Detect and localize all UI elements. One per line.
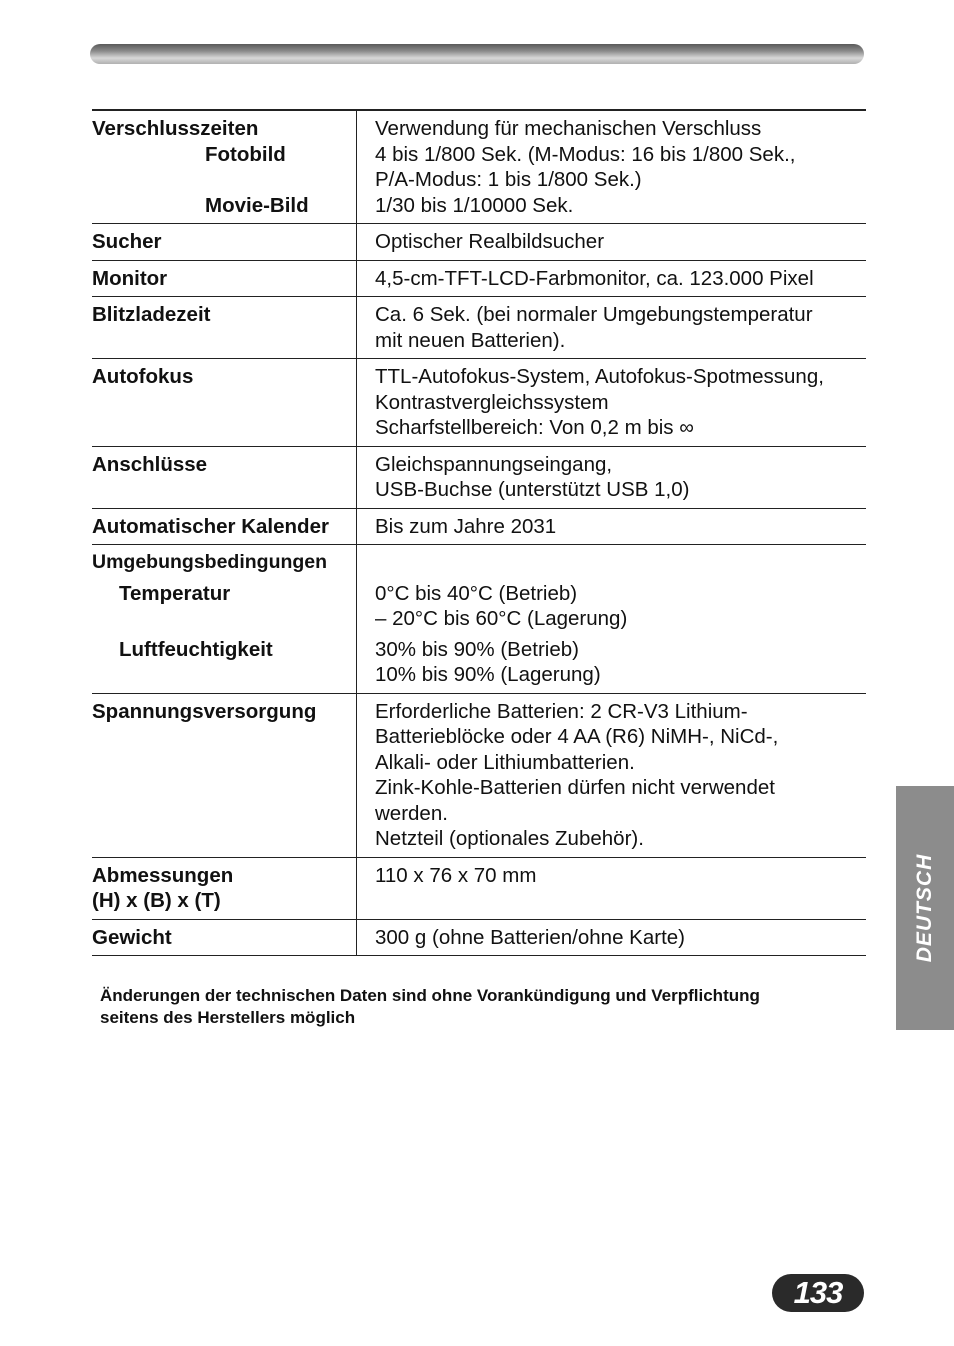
spec-value: Bis zum Jahre 2031 <box>357 508 867 545</box>
spec-value: 0°C bis 40°C (Betrieb) <box>375 581 578 605</box>
spec-label: Autofokus <box>92 359 357 447</box>
page-number-badge <box>772 1274 864 1312</box>
spec-value: Ca. 6 Sek. (bei normaler Umgebungstemperatur <box>375 303 813 326</box>
spec-value: Scharfstellbereich: Von 0,2 m bis ∞ <box>375 416 694 439</box>
spec-label: (H) x (B) x (T) <box>92 889 221 912</box>
spec-value: 30% bis 90% (Betrieb) <box>375 637 579 661</box>
spec-value: USB-Buchse (unterstützt USB 1,0) <box>375 478 690 501</box>
spec-value: mit neuen Batterien). <box>375 328 566 352</box>
spec-value: Optischer Realbildsucher <box>357 224 867 261</box>
spec-label-cell <box>92 545 357 694</box>
spec-value: Zink-Kohle-Batterien dürfen nicht verwendet <box>375 776 775 799</box>
spec-value: 300 g (ohne Batterien/ohne Karte) <box>357 919 867 956</box>
note-line: Änderungen der technischen Daten sind ohne Vorankündigung und Verpflichtung <box>100 986 760 1005</box>
spec-value: Batterieblöcke oder 4 AA (R6) NiMH-, NiCd-, <box>375 725 779 748</box>
table-row <box>92 545 866 694</box>
table-row <box>92 359 866 447</box>
spec-value: 4 bis 1/800 Sek. (M-Modus: 16 bis 1/800 Sek., <box>375 142 796 166</box>
disclaimer-note <box>100 985 870 1029</box>
spec-label: Verschlusszeiten <box>92 117 259 140</box>
spec-value: TTL-Autofokus-System, Autofokus-Spotmessung, <box>375 365 824 388</box>
note-line: seitens des Herstellers möglich <box>100 1008 356 1027</box>
spec-value-cell <box>357 359 867 447</box>
specifications-table <box>92 109 866 956</box>
spec-sublabel: Temperatur <box>119 581 231 605</box>
spec-sublabel: Movie-Bild <box>205 193 309 217</box>
spec-label: Anschlüsse <box>92 446 357 508</box>
spec-label: Sucher <box>92 224 357 261</box>
spec-value: werden. <box>375 801 448 825</box>
spec-value: 1/30 bis 1/10000 Sek. <box>375 193 574 217</box>
spec-value: Erforderliche Batterien: 2 CR-V3 Lithium- <box>375 699 748 723</box>
table-row <box>92 857 866 919</box>
spec-label-cell <box>92 857 357 919</box>
table-row <box>92 224 866 261</box>
spec-label: Abmessungen <box>92 863 234 887</box>
spec-label: Automatischer Kalender <box>92 508 357 545</box>
spec-value-cell <box>357 297 867 359</box>
spec-value-cell <box>357 693 867 857</box>
table-row <box>92 260 866 297</box>
table-row <box>92 693 866 857</box>
table-row <box>92 919 866 956</box>
spec-label: Umgebungsbedingungen <box>92 551 328 573</box>
language-tab-label: DEUTSCH <box>913 853 936 963</box>
page-number: 133 <box>793 1275 843 1310</box>
spec-sublabel: Fotobild <box>205 142 286 166</box>
spec-value: Kontrastvergleichssystem <box>375 390 609 414</box>
spec-label: Blitzladezeit <box>92 297 357 359</box>
table-row <box>92 110 866 224</box>
spec-value: 110 x 76 x 70 mm <box>357 857 867 919</box>
table-row <box>92 297 866 359</box>
spec-value: P/A-Modus: 1 bis 1/800 Sek.) <box>375 168 642 191</box>
spec-label: Spannungsversorgung <box>92 693 357 857</box>
language-side-tab <box>896 786 954 1030</box>
spec-label-cell <box>92 110 357 224</box>
spec-value: Verwendung für mechanischen Verschluss <box>375 117 762 140</box>
spec-sublabel: Luftfeuchtigkeit <box>119 637 273 661</box>
spec-value-cell <box>357 110 867 224</box>
spec-value: Alkali- oder Lithiumbatterien. <box>375 750 635 774</box>
spec-label: Monitor <box>92 260 357 297</box>
header-decorative-bar <box>90 44 864 64</box>
spec-value: 4,5-cm-TFT-LCD-Farbmonitor, ca. 123.000 Pixel <box>357 260 867 297</box>
spec-value: Netzteil (optionales Zubehör). <box>375 827 644 850</box>
spec-value: – 20°C bis 60°C (Lagerung) <box>375 607 628 630</box>
spec-value-cell <box>357 545 867 694</box>
spec-label: Gewicht <box>92 919 357 956</box>
spec-value-cell <box>357 446 867 508</box>
spec-value: 10% bis 90% (Lagerung) <box>375 663 601 686</box>
table-row <box>92 446 866 508</box>
table-row <box>92 508 866 545</box>
spec-value: Gleichspannungseingang, <box>375 452 613 476</box>
